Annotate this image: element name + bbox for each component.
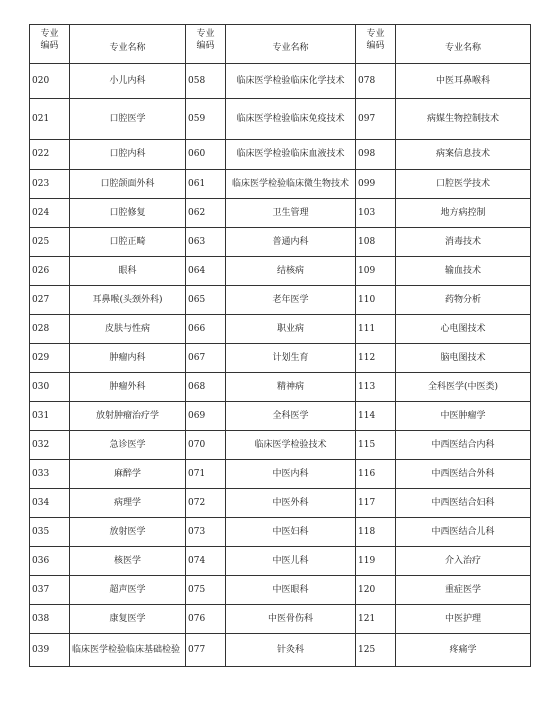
header-code-label-1: 专业 xyxy=(366,29,385,39)
specialty-code-cell: 068 xyxy=(186,373,226,402)
specialty-code-cell: 066 xyxy=(186,315,226,344)
specialty-name-cell: 全科医学 xyxy=(226,402,356,431)
table-row xyxy=(30,634,531,667)
table-row xyxy=(30,170,531,199)
specialty-name-cell: 康复医学 xyxy=(70,605,186,634)
specialty-code-cell: 099 xyxy=(356,170,396,199)
specialty-name-cell: 皮肤与性病 xyxy=(70,315,186,344)
specialty-code-table xyxy=(29,24,531,667)
table-row xyxy=(30,199,531,228)
table-row xyxy=(30,402,531,431)
specialty-code-cell: 062 xyxy=(186,199,226,228)
specialty-code-cell: 114 xyxy=(356,402,396,431)
table-row xyxy=(30,489,531,518)
specialty-code-cell: 067 xyxy=(186,344,226,373)
specialty-name-cell: 脑电图技术 xyxy=(396,344,531,373)
specialty-name-cell: 核医学 xyxy=(70,547,186,576)
specialty-name-cell: 全科医学(中医类) xyxy=(396,373,531,402)
specialty-name-cell: 中医外科 xyxy=(226,489,356,518)
specialty-code-cell: 065 xyxy=(186,286,226,315)
specialty-name-cell: 中医儿科 xyxy=(226,547,356,576)
header-name-cell: 专业名称 xyxy=(396,25,531,64)
header-name-cell: 专业名称 xyxy=(226,25,356,64)
table-row xyxy=(30,315,531,344)
specialty-code-cell: 070 xyxy=(186,431,226,460)
specialty-code-cell: 023 xyxy=(30,170,70,199)
specialty-code-cell: 032 xyxy=(30,431,70,460)
specialty-name-cell: 急诊医学 xyxy=(70,431,186,460)
specialty-code-cell: 111 xyxy=(356,315,396,344)
specialty-name-cell: 麻醉学 xyxy=(70,460,186,489)
specialty-code-cell: 077 xyxy=(186,634,226,667)
specialty-name-cell: 计划生育 xyxy=(226,344,356,373)
specialty-code-cell: 064 xyxy=(186,257,226,286)
specialty-name-cell: 中医眼科 xyxy=(226,576,356,605)
specialty-name-cell: 小儿内科 xyxy=(70,64,186,99)
specialty-name-cell: 介入治疗 xyxy=(396,547,531,576)
specialty-name-cell: 临床医学检验技术 xyxy=(226,431,356,460)
specialty-code-cell: 022 xyxy=(30,140,70,170)
table-row xyxy=(30,99,531,140)
specialty-code-cell: 108 xyxy=(356,228,396,257)
specialty-name-cell: 口腔正畸 xyxy=(70,228,186,257)
specialty-code-cell: 121 xyxy=(356,605,396,634)
specialty-code-cell: 038 xyxy=(30,605,70,634)
specialty-name-cell: 中西医结合儿科 xyxy=(396,518,531,547)
table-row xyxy=(30,228,531,257)
specialty-name-cell: 重症医学 xyxy=(396,576,531,605)
specialty-code-cell: 071 xyxy=(186,460,226,489)
specialty-name-cell: 临床医学检验临床基础检验 xyxy=(70,634,186,667)
table-row xyxy=(30,140,531,170)
specialty-code-cell: 072 xyxy=(186,489,226,518)
specialty-name-cell: 中医骨伤科 xyxy=(226,605,356,634)
table-row xyxy=(30,344,531,373)
header-code-label-1: 专业 xyxy=(40,29,59,39)
specialty-name-cell: 中医内科 xyxy=(226,460,356,489)
specialty-name-cell: 中西医结合外科 xyxy=(396,460,531,489)
specialty-name-cell: 放射医学 xyxy=(70,518,186,547)
specialty-code-cell: 060 xyxy=(186,140,226,170)
specialty-name-cell: 地方病控制 xyxy=(396,199,531,228)
specialty-name-cell: 病案信息技术 xyxy=(396,140,531,170)
table-row xyxy=(30,286,531,315)
specialty-name-cell: 卫生管理 xyxy=(226,199,356,228)
table-row xyxy=(30,518,531,547)
specialty-name-cell: 病媒生物控制技术 xyxy=(396,99,531,140)
specialty-code-cell: 029 xyxy=(30,344,70,373)
specialty-code-cell: 125 xyxy=(356,634,396,667)
specialty-code-cell: 103 xyxy=(356,199,396,228)
specialty-name-cell: 口腔医学 xyxy=(70,99,186,140)
specialty-name-cell: 老年医学 xyxy=(226,286,356,315)
specialty-code-cell: 097 xyxy=(356,99,396,140)
specialty-code-cell: 031 xyxy=(30,402,70,431)
specialty-code-cell: 075 xyxy=(186,576,226,605)
specialty-code-cell: 112 xyxy=(356,344,396,373)
specialty-name-cell: 口腔颌面外科 xyxy=(70,170,186,199)
table-row xyxy=(30,605,531,634)
specialty-code-cell: 063 xyxy=(186,228,226,257)
specialty-code-cell: 021 xyxy=(30,99,70,140)
specialty-name-cell: 职业病 xyxy=(226,315,356,344)
specialty-name-cell: 药物分析 xyxy=(396,286,531,315)
specialty-name-cell: 消毒技术 xyxy=(396,228,531,257)
specialty-name-cell: 结核病 xyxy=(226,257,356,286)
specialty-name-cell: 心电图技术 xyxy=(396,315,531,344)
specialty-code-cell: 035 xyxy=(30,518,70,547)
specialty-name-cell: 中西医结合内科 xyxy=(396,431,531,460)
specialty-code-cell: 037 xyxy=(30,576,70,605)
header-code-cell xyxy=(356,25,396,64)
specialty-code-cell: 030 xyxy=(30,373,70,402)
specialty-name-cell: 耳鼻喉(头颈外科) xyxy=(70,286,186,315)
header-code-label-2: 编码 xyxy=(366,41,385,51)
specialty-name-cell: 中医护理 xyxy=(396,605,531,634)
specialty-name-cell: 临床医学检验临床化学技术 xyxy=(226,64,356,99)
header-code-label-2: 编码 xyxy=(40,41,59,51)
table-header-row xyxy=(30,25,531,64)
specialty-code-cell: 033 xyxy=(30,460,70,489)
specialty-name-cell: 口腔内科 xyxy=(70,140,186,170)
specialty-code-cell: 024 xyxy=(30,199,70,228)
header-code-label-1: 专业 xyxy=(196,29,215,39)
specialty-code-cell: 078 xyxy=(356,64,396,99)
specialty-code-cell: 026 xyxy=(30,257,70,286)
table-row xyxy=(30,460,531,489)
table-row xyxy=(30,373,531,402)
specialty-code-cell: 020 xyxy=(30,64,70,99)
specialty-name-cell: 精神病 xyxy=(226,373,356,402)
specialty-code-cell: 117 xyxy=(356,489,396,518)
specialty-name-cell: 中医耳鼻喉科 xyxy=(396,64,531,99)
specialty-code-cell: 028 xyxy=(30,315,70,344)
table-row xyxy=(30,547,531,576)
specialty-code-cell: 069 xyxy=(186,402,226,431)
specialty-name-cell: 口腔医学技术 xyxy=(396,170,531,199)
specialty-name-cell: 肿瘤外科 xyxy=(70,373,186,402)
specialty-code-cell: 034 xyxy=(30,489,70,518)
specialty-code-cell: 061 xyxy=(186,170,226,199)
specialty-name-cell: 临床医学检验临床微生物技术 xyxy=(226,170,356,199)
table-row xyxy=(30,576,531,605)
table-row xyxy=(30,257,531,286)
specialty-name-cell: 输血技术 xyxy=(396,257,531,286)
specialty-code-cell: 036 xyxy=(30,547,70,576)
specialty-code-cell: 118 xyxy=(356,518,396,547)
specialty-name-cell: 临床医学检验临床免疫技术 xyxy=(226,99,356,140)
header-code-cell xyxy=(186,25,226,64)
specialty-name-cell: 中医妇科 xyxy=(226,518,356,547)
specialty-name-cell: 超声医学 xyxy=(70,576,186,605)
specialty-name-cell: 疼痛学 xyxy=(396,634,531,667)
specialty-code-cell: 119 xyxy=(356,547,396,576)
specialty-code-cell: 113 xyxy=(356,373,396,402)
specialty-name-cell: 肿瘤内科 xyxy=(70,344,186,373)
header-code-cell xyxy=(30,25,70,64)
specialty-code-cell: 059 xyxy=(186,99,226,140)
specialty-name-cell: 眼科 xyxy=(70,257,186,286)
header-code-label-2: 编码 xyxy=(196,41,215,51)
specialty-code-cell: 109 xyxy=(356,257,396,286)
specialty-name-cell: 针灸科 xyxy=(226,634,356,667)
specialty-name-cell: 中西医结合妇科 xyxy=(396,489,531,518)
specialty-code-cell: 110 xyxy=(356,286,396,315)
specialty-code-cell: 116 xyxy=(356,460,396,489)
specialty-code-cell: 115 xyxy=(356,431,396,460)
specialty-name-cell: 放射肿瘤治疗学 xyxy=(70,402,186,431)
specialty-code-cell: 073 xyxy=(186,518,226,547)
specialty-code-cell: 074 xyxy=(186,547,226,576)
specialty-code-cell: 076 xyxy=(186,605,226,634)
specialty-name-cell: 口腔修复 xyxy=(70,199,186,228)
table-row xyxy=(30,64,531,99)
specialty-code-cell: 027 xyxy=(30,286,70,315)
specialty-name-cell: 普通内科 xyxy=(226,228,356,257)
specialty-name-cell: 中医肿瘤学 xyxy=(396,402,531,431)
specialty-code-cell: 058 xyxy=(186,64,226,99)
specialty-name-cell: 病理学 xyxy=(70,489,186,518)
specialty-code-cell: 098 xyxy=(356,140,396,170)
specialty-code-cell: 039 xyxy=(30,634,70,667)
header-name-cell: 专业名称 xyxy=(70,25,186,64)
specialty-code-cell: 120 xyxy=(356,576,396,605)
specialty-name-cell: 临床医学检验临床血液技术 xyxy=(226,140,356,170)
specialty-code-cell: 025 xyxy=(30,228,70,257)
table-row xyxy=(30,431,531,460)
